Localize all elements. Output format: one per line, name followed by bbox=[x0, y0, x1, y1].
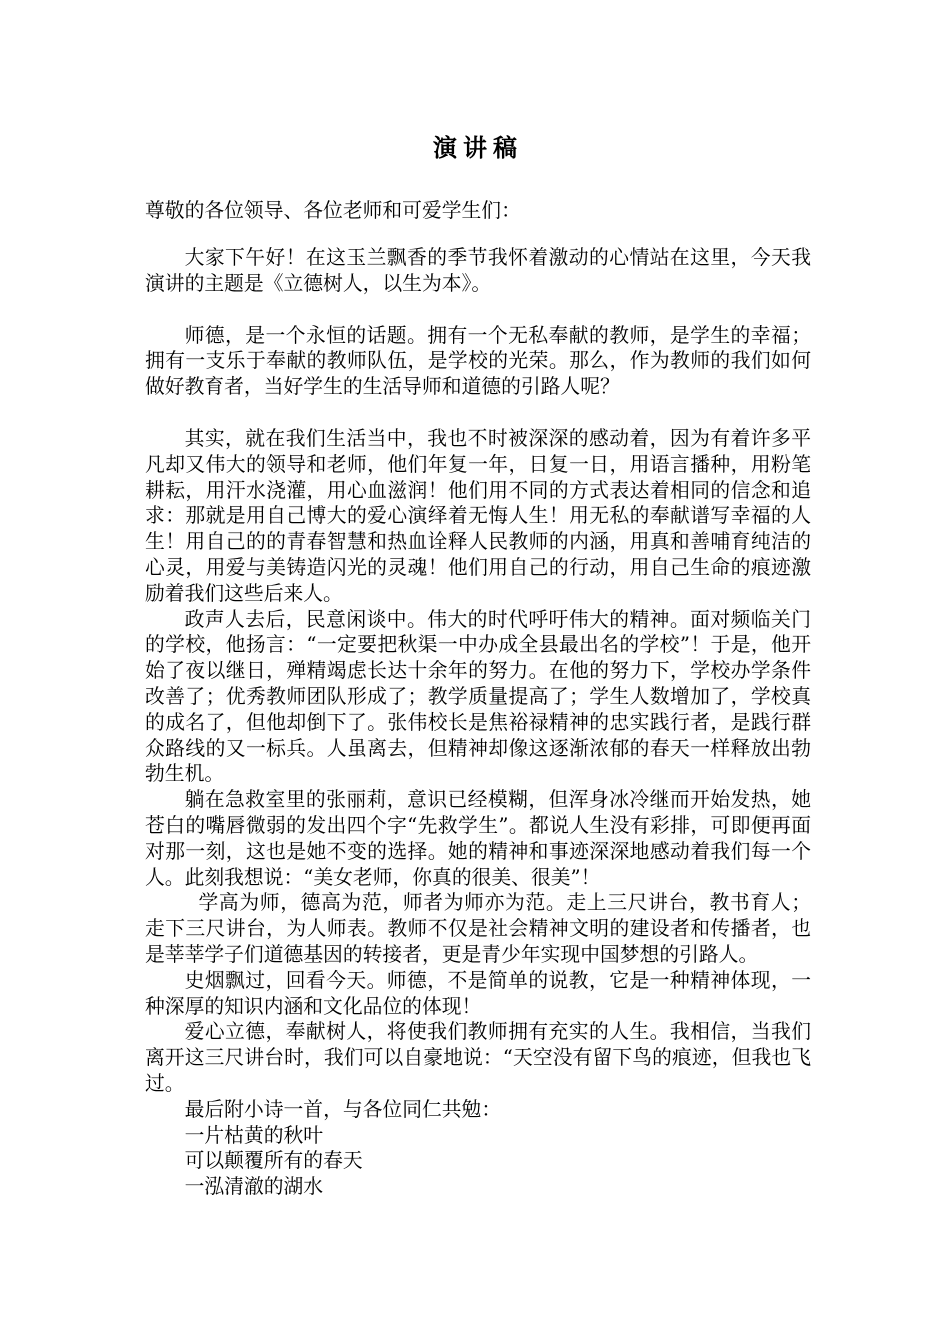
document-body bbox=[145, 245, 811, 1200]
document-title: 演讲稿 bbox=[433, 134, 523, 162]
paragraph-dedication: 爱心立德，奉献树人，将使我们教师拥有充实的人生。我相信，当我们离开这三尺讲台时，我们可以自豪地说：“天空没有留下鸟的痕迹，但我也飞过。 bbox=[145, 1020, 811, 1095]
document-page bbox=[145, 0, 811, 1344]
poem-line: 一片枯黄的秋叶 bbox=[184, 1123, 324, 1147]
poem-line: 一泓清澈的湖水 bbox=[184, 1175, 324, 1199]
paragraph-today: 史烟飘过，回看今天。师德，不是简单的说教，它是一种精神体现，一种深厚的知识内涵和文化品位的体现！ bbox=[145, 968, 811, 1018]
paragraph-moved: 其实，就在我们生活当中，我也不时被深深的感动着，因为有着许多平凡却又伟大的领导和老师，他们年复一年，日复一日，用语言播种，用粉笔耕耘，用汗水浇灌，用心血滋润！他们用不同的方式表达着相同的信念和追求：那就是用自己博大的爱心演绎着无悔人生！用无私的奉献谱写幸福的人生！用自己的的青春智慧和热血诠释人民教师的内涵，用真和善哺育纯洁的心灵，用爱与美铸造闪光的灵魂！他们用自己的行动，用自己生命的痕迹激励着我们这些后来人。 bbox=[145, 426, 811, 605]
paragraph-greeting: 大家下午好！在这玉兰飘香的季节我怀着激动的心情站在这里，今天我演讲的主题是《立德树人，以生为本》。 bbox=[145, 246, 811, 295]
poem-line: 可以颠覆所有的春天 bbox=[184, 1149, 363, 1173]
paragraph-zhang-lili: 躺在急救室里的张丽莉，意识已经模糊，但浑身冰冷继而开始发热，她苍白的嘴唇微弱的发出四个字“先救学生”。都说人生没有彩排，可即便再面对那一刻，这也是她不变的选择。她的精神和事迹深深地感动着我们每一个人。此刻我想说：“美女老师，你真的很美、很美”！ bbox=[145, 788, 811, 889]
paragraph-teaching: 学高为师，德高为范，师者为师亦为范。走上三尺讲台，教书育人；走下三尺讲台，为人师表。教师不仅是社会精神文明的建设者和传播者，也是莘莘学子们道德基因的转接者，更是青少年实现中国梦想的引路人。 bbox=[145, 891, 811, 966]
paragraph-poem-intro: 最后附小诗一首，与各位同仁共勉： bbox=[184, 1097, 502, 1121]
salutation: 尊敬的各位领导、各位老师和可爱学生们： bbox=[145, 199, 521, 222]
paragraph-teacher-ethics: 师德，是一个永恒的话题。拥有一个无私奉献的教师，是学生的幸福；拥有一支乐于奉献的教师队伍，是学校的光荣。那么，作为教师的我们如何做好教育者，当好学生的生活导师和道德的引路人呢？ bbox=[145, 323, 811, 399]
paragraph-principal-zhang-wei: 政声人去后，民意闲谈中。伟大的时代呼吁伟大的精神。面对频临关门的学校，他扬言：“一定要把秋渠一中办成全县最出名的学校”！于是，他开始了夜以继日，殚精竭虑长达十余年的努力。在他的努力下，学校办学条件改善了；优秀教师团队形成了；教学质量提高了；学生人数增加了，学校真的成名了，但他却倒下了。张伟校长是焦裕禄精神的忠实践行者，是践行群众路线的又一标兵。人虽离去，但精神却像这逐渐浓郁的春天一样释放出勃勃生机。 bbox=[145, 607, 811, 786]
